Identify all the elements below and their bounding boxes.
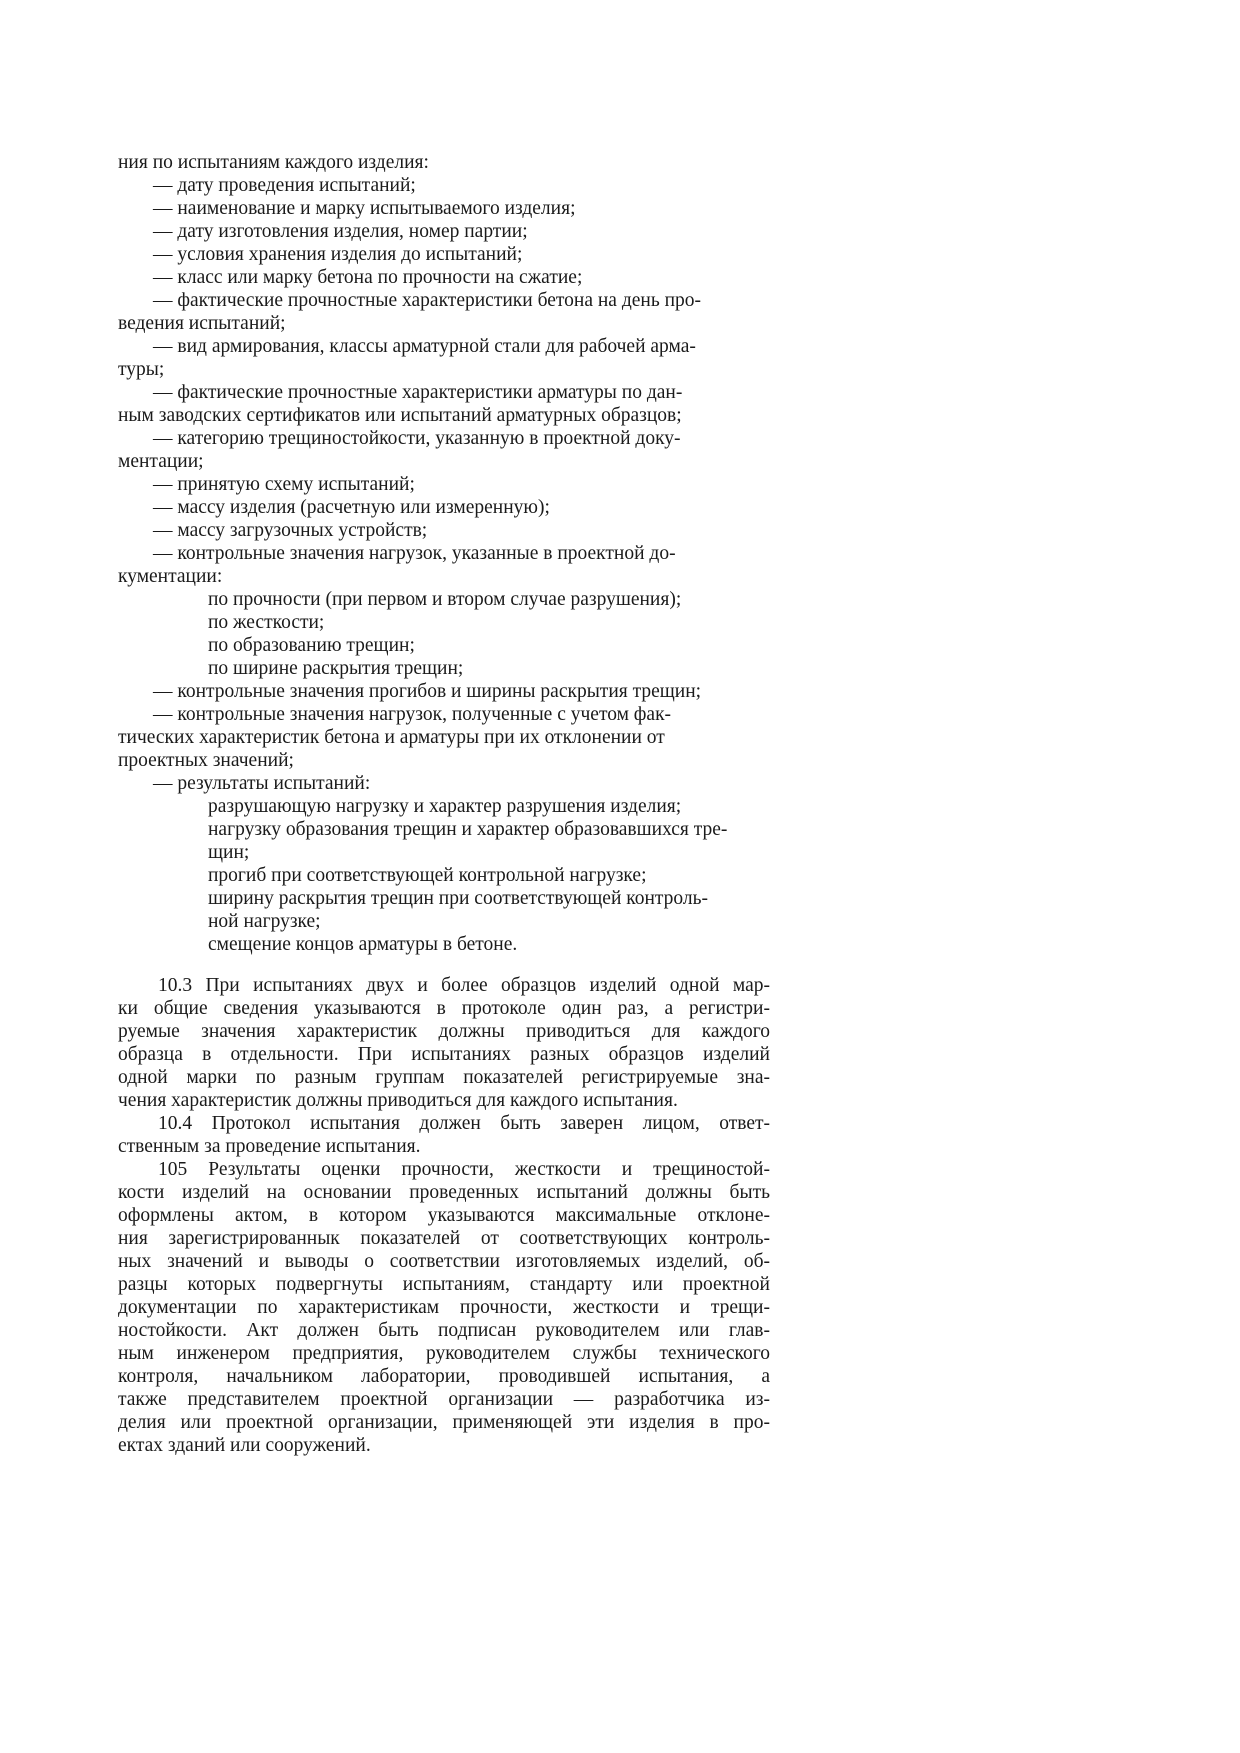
paragraph-10-5-line: также представителем проектной организации — разработчика из- xyxy=(118,1389,770,1410)
list-item: — дату проведения испытаний; xyxy=(153,175,416,196)
paragraph-10-3-line: 10.3 При испытаниях двух и более образцов изделий одной мар- xyxy=(158,975,770,996)
list-item: — фактические прочностные характеристики бетона на день про- xyxy=(153,290,702,311)
sub-list-item: смещение концов арматуры в бетоне. xyxy=(208,934,518,955)
paragraph-10-5-line: 105 Результаты оценки прочности, жесткости и трещиностой- xyxy=(158,1159,770,1180)
list-item-continuation: ведения испытаний; xyxy=(118,313,286,334)
paragraph-10-5-line: делия или проектной организации, применяющей эти изделия в про- xyxy=(118,1412,770,1433)
sub-list-item: по образованию трещин; xyxy=(208,635,415,656)
list-item: — контрольные значения нагрузок, полученные с учетом фак- xyxy=(153,704,672,725)
list-item: — принятую схему испытаний; xyxy=(153,474,415,495)
paragraph-10-4-line: 10.4 Протокол испытания должен быть заверен лицом, ответ- xyxy=(158,1113,770,1134)
paragraph-10-5-line: ным инженером предприятия, руководителем службы технического xyxy=(118,1343,770,1364)
sub-list-item: по ширине раскрытия трещин; xyxy=(208,658,464,679)
list-item-continuation: кументации: xyxy=(118,566,223,587)
list-item-continuation: тических характеристик бетона и арматуры при их отклонении от xyxy=(118,727,665,748)
paragraph-10-5-line: ных значений и выводы о соответствии изготовляемых изделий, об- xyxy=(118,1251,770,1272)
paragraph-10-5-line: разцы которых подвергнуты испытаниям, стандарту или проектной xyxy=(118,1274,770,1295)
sub-list-item-continuation: ной нагрузке; xyxy=(208,911,321,932)
paragraph-10-3-line: руемые значения характеристик должны приводиться для каждого xyxy=(118,1021,770,1042)
list-item: — фактические прочностные характеристики арматуры по дан- xyxy=(153,382,683,403)
list-item-continuation: ным заводских сертификатов или испытаний арматурных образцов; xyxy=(118,405,682,426)
list-item-continuation: ментации; xyxy=(118,451,204,472)
list-item: — результаты испытаний: xyxy=(153,773,371,794)
list-item: — дату изготовления изделия, номер партии; xyxy=(153,221,528,242)
paragraph-10-5-line: документации по характеристикам прочности, жесткости и трещи- xyxy=(118,1297,770,1318)
paragraph-10-5-line: контроля, начальником лаборатории, проводившей испытания, а xyxy=(118,1366,770,1387)
list-item: — массу изделия (расчетную или измеренную); xyxy=(153,497,550,518)
list-item: — условия хранения изделия до испытаний; xyxy=(153,244,523,265)
list-item-continuation: проектных значений; xyxy=(118,750,294,771)
sub-list-item: по прочности (при первом и втором случае разрушения); xyxy=(208,589,682,610)
list-item: — класс или марку бетона по прочности на сжатие; xyxy=(153,267,583,288)
sub-list-item: по жесткости; xyxy=(208,612,325,633)
paragraph-10-3-line: ки общие сведения указываются в протоколе один раз, а регистри- xyxy=(118,998,770,1019)
sub-list-item: ширину раскрытия трещин при соответствующей контроль- xyxy=(208,888,709,909)
paragraph-10-3-line: чения характеристик должны приводиться для каждого испытания. xyxy=(118,1090,678,1111)
list-item: — наименование и марку испытываемого изделия; xyxy=(153,198,576,219)
paragraph-10-5-line: ностойкости. Акт должен быть подписан руководителем или глав- xyxy=(118,1320,770,1341)
sub-list-item-continuation: щин; xyxy=(208,842,250,863)
text-line: ния по испытаниям каждого изделия: xyxy=(118,152,429,173)
paragraph-10-3-line: образца в отдельности. При испытаниях разных образцов изделий xyxy=(118,1044,770,1065)
list-item: — массу загрузочных устройств; xyxy=(153,520,428,541)
paragraph-10-5-line: кости изделий на основании проведенных испытаний должны быть xyxy=(118,1182,770,1203)
paragraph-10-3-line: одной марки по разным группам показателей регистрируемые зна- xyxy=(118,1067,770,1088)
list-item-continuation: туры; xyxy=(118,359,165,380)
sub-list-item: прогиб при соответствующей контрольной нагрузке; xyxy=(208,865,647,886)
sub-list-item: нагрузку образования трещин и характер образовавшихся тре- xyxy=(208,819,728,840)
list-item: — контрольные значения прогибов и ширины раскрытия трещин; xyxy=(153,681,702,702)
paragraph-10-4-line: ственным за проведение испытания. xyxy=(118,1136,421,1157)
paragraph-10-5-line: ния зарегистрированнык показателей от соответствующих контроль- xyxy=(118,1228,770,1249)
list-item: — категорию трещиностойкости, указанную в проектной доку- xyxy=(153,428,681,449)
sub-list-item: разрушающую нагрузку и характер разрушения изделия; xyxy=(208,796,682,817)
list-item: — вид армирования, классы арматурной стали для рабочей арма- xyxy=(153,336,696,357)
paragraph-10-5-line: оформлены актом, в котором указываются максимальные отклоне- xyxy=(118,1205,770,1226)
paragraph-10-5-line: ектах зданий или сооружений. xyxy=(118,1435,371,1456)
list-item: — контрольные значения нагрузок, указанные в проектной до- xyxy=(153,543,676,564)
